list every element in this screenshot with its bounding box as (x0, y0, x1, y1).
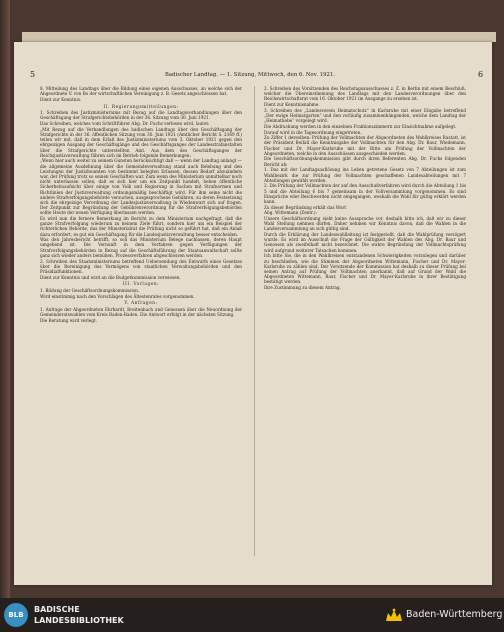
left-text-column (40, 86, 242, 324)
paragraph: Abg. Wittemann (Zentr.): (264, 210, 317, 216)
book-spine (0, 0, 10, 598)
paragraph: Dient zur Kenntnis. (40, 96, 82, 102)
paragraph: 1. Bildung der Geschäftsordnungskommission. (40, 287, 140, 293)
section-heading: III. Vorlagen: (122, 281, 160, 287)
paragraph: Darauf wird in die Tagesordnung eingetreten. (264, 129, 362, 135)
paragraph: 3. Schreiben des „Landesverein Heimatschutz“ in Karlsruhe mit einer Eingabe betreffend „Der ewige Heimatgarten“ und den vorläufig zusammenhängenden, welche dem Landtag der „Heimatliebe“ vorgelegt wird. (264, 107, 466, 124)
library-name[interactable] (34, 604, 124, 626)
state-name[interactable]: Baden-Württemberg (406, 609, 503, 620)
paragraph: Wird einstimmig nach den Vorschlägen des Ältestenrates vorgenommen. (40, 293, 195, 299)
paragraph: Ihre Zustimmung zu diesem Antrag. (264, 284, 341, 290)
paragraph: Unsere Geschäftsordnung sieht keine Aussprache vor, deshalb bitte ich, daß wir zu dieser Wahl Stellung nehmen dürfen. Daher nehmen wir Kenntnis davon, daß die Wahlen in die Landesversammlung an sich gültig sind. (264, 216, 466, 232)
paragraph: 1. Anfrage der Abgeordneten Ehrhardt, Breitenbach und Genossen über die Neuordnung der Gemeinderatswahlen vom Kreis Baden-Baden. Die Antwort erfolgt in der nächsten Sitzung. (40, 307, 242, 318)
paragraph: 8. Mitteilung des Landtags über die Bildung eines eigenen Ausschusses, an welche sich der Abgeordnete V. von Bo der wirtschaftlichen Vereinigung z. B. Gesetz angeschlossen hat. (40, 86, 242, 97)
paragraph: Dient zur Kenntnisnahme. (264, 102, 320, 108)
section-heading: II. Regierungsmitteilungen: (103, 103, 179, 109)
paragraph: Das Schreiben, welches vom Schriftführer Abg. Dr. Fuchs verlesen wird, lautet: (40, 121, 210, 127)
paragraph: Ich bitte Sie, die in den Wahlkreisen entstandenen Schwierigkeiten vorzulegen und darüber zu beschließen, wie die Stimmen der Abgeordneten Wittemann, Fischer und Dr. Mayer-Karlsruhe zu zählen sind. Der Vorsitzende der Kommission hat deshalb zu dieser Prüfung bei seinen Antrag auf Prüfung der Vollmachten anerkannt, daß auf Grund der Wahl die Abgeordneten Wittemann, Baur, Fischer und Dr. Mayer-Karlsruhe in ihrer Bestätigung bestätigt werden. (264, 253, 466, 285)
paragraph: 2. Schreiben des Staatsministeriums betreffend Uebersendung des Entwurfs eines Gesetzes über die Bereinigung des Vermögens von staatlichen Verwaltungsbehörden und den Präsidialfunktionen. (40, 258, 242, 274)
blb-logo[interactable]: BLB (4, 603, 28, 627)
paragraph: „Wenn hier auch weiter zu seinem Gunsten berücksichtigt daß — wenn der Landtag anlangt — die allgemeine Ausdehnung über die Gemeindeverwaltung stand auch Belebung und den Leistungen der Justizbeamten von bestimmt belegten Erlassen, dessen Bedarf abzuändern war, der Prüfung trotz so seinen Geschäften war. Zum wenn des Ministerium unmittelbar noch nicht unterlassen sollen, daß es sich hier um ein Zeitpunkt handelt, heben öffentliche Sicherheitsaufsicht über einige von Volk und Regierung in Sachen mit Strafnormen und Richtlinien der Justizverwaltung ordnungsmäßig beschäftigt wird. Für ihm seine nicht die andere Strafverfolgungsbehörde versuchen, ausgesprochene Gebühren, zu deren Festsetzung sich die ehrgeizige Verordnung der Landesjustizverwaltung in Wiedenwart sich auf fragen. Der Zeitpunkt zur Begründung der Gebührenverordnung für die Strafverfolgungsbehörden sollte Heute der neuen Verfügung überlassen werden. (40, 158, 242, 216)
page-number-right: 6 (478, 70, 484, 79)
page-top-edge (22, 32, 496, 42)
paragraph: „Mit Bezug auf die Verhandlungen des badischen Landtags über den Geschäftsgang der Strafgerichte in der 36. öffentlichen Sitzung vom 30. Juni 1921 (Amtlicher Bericht S. 2169 ff.) teilen wir mit, daß in dem Erlaß des Justizministeriums vom 3. Oktober 1921 gegen den ehrgeizigen Ausgang der Geschäftsgänge und des Geschäftsganges der Landesstrafanstalten über die Strafgerichte unterstellten Amt. Aus dem des Geschäftsganges der Reichsjustizverwaltung führen sich im Betrieb folgende Bemerkungen: (40, 126, 242, 158)
paragraph: Dient zur Kenntnis und wird an die Budgetkommission verwiesen. (40, 274, 181, 280)
running-head: Badischer Landtag. — 1. Sitzung, Mittwoch, den 6. Nov. 1921. (164, 72, 336, 78)
paragraph: Durch die Erklärung der Landeswahlleitung ist festgestellt, daß die Wahlprüfung verzögert wurde. Es wird im Ausschuß die Frage der Gültigkeit der Wahlen des Abg. Dr. Baur und Genossen als zweifelhaft nicht bezeichnet. Die wahre Begründung der Vollmachtsprüfung wird aufgrund weiterer Tatsachen kommen. (264, 232, 466, 253)
paragraph: 1. Das mit der Landtagsauflösung ins Leben getretene Gesetz von 7 Abteilungen ist zum Wahlbezirk die zur Prüfung der Vollmachten geschaffenen Landesabteilungen mit 7 Abteilungen gewählt worden. (264, 167, 466, 183)
paragraph: 2. Die Prüfung der Vollmachten der auf den Ausschußverfahren wird durch die Abteilung 1 bis 5 und die Abteilung 6 bis 7 gemeinsam in der Vollversammlung vorgenommen. Es sind Einsprüche oder Beschwerden nicht eingegangen, weshalb die Wahl für gültig erklärt werden kann. (264, 183, 466, 204)
paragraph: Zu dieser Begründung erhält das Wort (264, 204, 347, 210)
page-number-left: 5 (30, 70, 36, 79)
paragraph: Zu Ziffer 1 derselben: Prüfung der Vollmachten der Abgeordneten des Wahlkreises Rastatt, ist der Präsident Beifall die Kenntnisgabe der Vollmachten für den Abg. Dr. Baur, Wiedemann, Fischer und Dr. Mayer-Karlsruhe mit der Bitte um Prüfung der Vollmachten der Abgeordneten, welche in den Ausschüssen ausgeschieden werden. (264, 135, 466, 156)
column-divider (254, 86, 255, 556)
paragraph: Die Geschäftsordnungskommission gibt durch ihren Referenten Abg. Dr. Fuchs folgenden Bericht ab: (264, 156, 466, 167)
right-text-column (264, 86, 466, 291)
section-heading: V. Anfragen: (124, 300, 158, 306)
paragraph: Die Abdruckung werden in den einzelnen Fraktionszimmern zur Einsichtnahme aufgelegt. (264, 123, 457, 129)
paragraph: 2. Schreiben des Vorsitzenden des Reichstagsausschusses z. Z. in Berlin mit einem Beschluß, welcher die Übereinstimmung des Landtags mit den Landesverordnungen über den Reichswirtschaftsrat vom 16. Oktober 1921 im Ausgange zu ersehen ist. (264, 86, 466, 102)
paragraph: Was den Jahresbericht betrifft, so soll das Ministerium Belege nachlassen, deren Haupt umgehend ist. Die Vernunft in dem Verfahren gegen Verfügungen der Strafverfolgungsbehörden in Bezug auf die Geschäftsführung der Staatsanwaltschaft sollte ganz sich wieder anders bemühen. Prozessverfahren abgeschlossen werden. (40, 237, 242, 258)
paragraph: Es wird nun die fernere Bemerkung im Bericht zu dem Ministerium nachgefragt, daß die ganze Strafverfolgung wiederum zu keinem Ziele führt, sondern hier um ein Beispiel der richterlichen Behörde, das der Ministerialrat die Prüfung nicht so geführt hat, daß ein Anlaß dazu erfordert, es gut ein Geschäftsgang für die Landesjustizverwaltung besser entscheiden. (40, 216, 242, 237)
library-name-line1: BADISCHE (34, 605, 80, 614)
library-name-line2: LANDESBIBLIOTHEK (34, 616, 124, 625)
paragraph: 1. Schreiben des Justizministeriums mit Bezug auf die Landtagsverhandlungen über den Geschäftsgang der Strafgerichtsbehörden in der 36. Sitzung vom 30. Juni 1921. (40, 110, 242, 121)
paragraph: Die Beratung wird verlegt. (40, 317, 97, 323)
state-crest-icon (384, 607, 404, 623)
